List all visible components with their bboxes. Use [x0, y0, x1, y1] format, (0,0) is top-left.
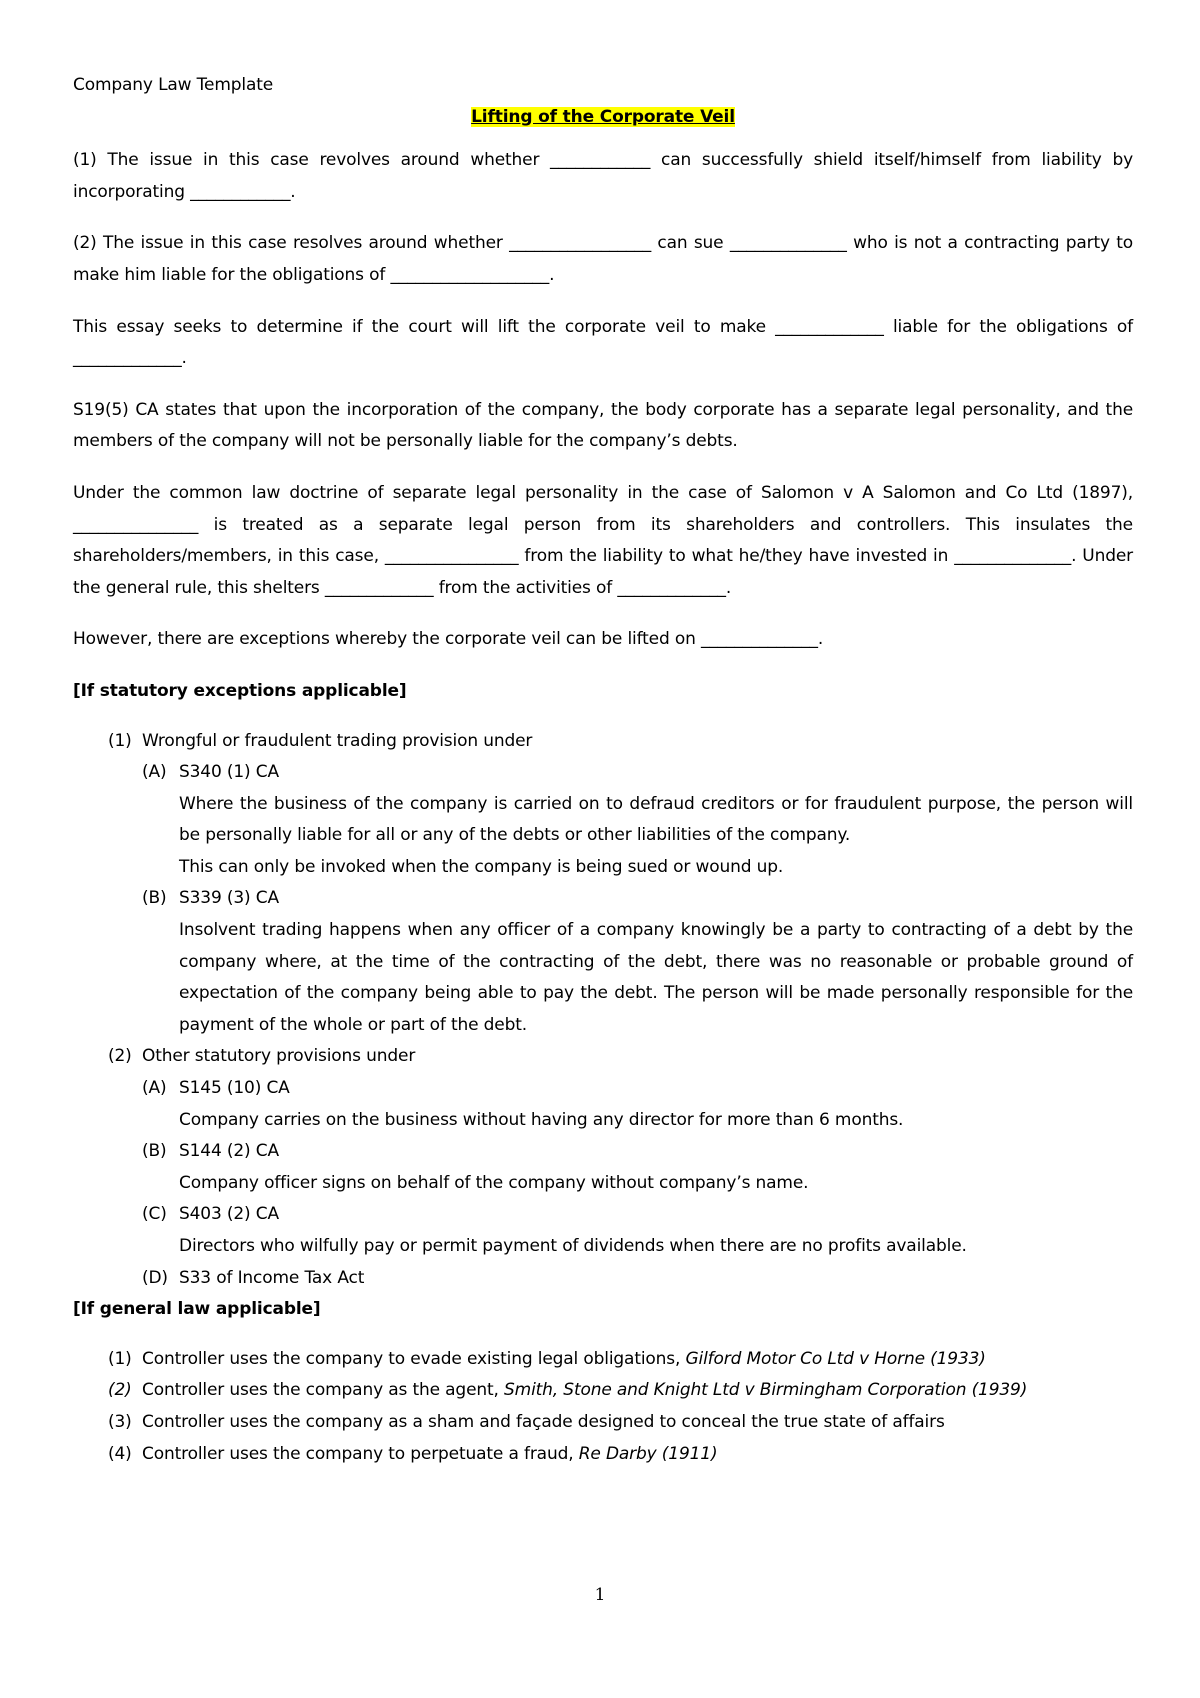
case-citation: Smith, Stone and Knight Ltd v Birmingham Corporation (1939) — [504, 1380, 1028, 1401]
case-citation: Gilford Motor Co Ltd v Horne (1933) — [685, 1348, 986, 1369]
essay-paragraph: This essay seeks to determine if the court will lift the corporate veil to make _____________ liable for the obligations of _____________. — [73, 316, 1133, 369]
exceptions-paragraph: However, there are exceptions whereby the corporate veil can be lifted on ______________. — [73, 629, 824, 650]
common-law-paragraph: Under the common law doctrine of separate legal personality in the case of Salomon v A Salomon and Co Ltd (1897), _______________ is treated as a separate legal person from its shareholders and controllers. This insulates the shareholders/members, in this case, ________________ from the liability to what he/they have invested in ______________. Under the general rule, this shelters _____________ from the activities of _____________. — [73, 482, 1133, 598]
sub-item-label: S339 (3) CA — [179, 888, 279, 909]
document-header: Company Law Template — [73, 75, 274, 95]
item-text: Controller uses the company as a sham and façade designed to conceal the true state of affairs — [142, 1411, 945, 1432]
sub-list — [142, 757, 1133, 1041]
statutory-item — [73, 1041, 1133, 1294]
case-citation: Re Darby (1911) — [578, 1443, 718, 1464]
sub-item — [142, 1136, 1133, 1199]
item-number: (2) — [108, 1046, 132, 1067]
sub-item — [142, 1263, 1133, 1295]
general-item — [73, 1407, 1133, 1439]
item-number: (2) — [108, 1380, 132, 1401]
item-label: Wrongful or fraudulent trading provision under — [142, 730, 533, 751]
sub-item-description: Directors who wilfully pay or permit payment of dividends when there are no profits available. — [179, 1236, 967, 1256]
statutory-heading: [If statutory exceptions applicable] — [73, 680, 407, 701]
item-text: Controller uses the company to perpetuate a fraud, — [142, 1443, 579, 1464]
sub-item-number: (A) — [142, 762, 167, 783]
sub-item-label: S340 (1) CA — [179, 762, 279, 783]
sub-item-description: Company carries on the business without having any director for more than 6 months. — [179, 1109, 904, 1130]
sub-item-number: (D) — [142, 1267, 168, 1288]
sub-item-label: S33 of Income Tax Act — [179, 1267, 365, 1288]
item-number: (1) — [108, 1348, 132, 1369]
sub-item-description: Where the business of the company is carried on to defraud creditors or for fraudulent purpose, the person will be personally liable for all or any of the debts or other liabilities of the company. — [179, 793, 1133, 846]
sub-item-description: This can only be invoked when the company is being sued or wound up. — [179, 856, 784, 877]
sub-item — [142, 1073, 1133, 1136]
sub-item-description: Company officer signs on behalf of the company without company’s name. — [179, 1172, 809, 1193]
statutory-list — [73, 726, 1133, 1295]
general-list — [73, 1344, 1133, 1470]
item-number: (1) — [108, 730, 132, 751]
sub-item-label: S145 (10) CA — [179, 1078, 290, 1099]
sub-item — [142, 883, 1133, 1041]
item-number: (4) — [108, 1443, 132, 1464]
issue-paragraph-2: (2) The issue in this case resolves around whether _________________ can sue ______________ who is not a contracting party to make him liable for the obligations of ___________________. — [73, 233, 1133, 285]
sub-item-number: (A) — [142, 1078, 167, 1099]
sub-item-label: S403 (2) CA — [179, 1204, 279, 1225]
item-label: Other statutory provisions under — [142, 1046, 416, 1067]
sub-item — [142, 757, 1133, 883]
sub-item-label: S144 (2) CA — [179, 1141, 279, 1162]
general-item — [73, 1375, 1133, 1407]
sub-item-description: Insolvent trading happens when any officer of a company knowingly be a party to contracting of a debt by the company where, at the time of the contracting of the debt, there was no reasonable or probable ground of expectation of the company being able to pay the debt. The person will be made personally responsible for the payment of the whole or part of the debt. — [179, 920, 1133, 1035]
document-body — [73, 70, 1133, 1470]
general-item — [73, 1439, 1133, 1471]
document-title: Lifting of the Corporate Veil — [471, 106, 735, 127]
item-text: Controller uses the company to evade existing legal obligations, — [142, 1348, 686, 1369]
sub-list — [142, 1073, 1133, 1294]
statutory-item — [73, 726, 1133, 1042]
sub-item-number: (B) — [142, 888, 167, 909]
sub-item-number: (C) — [142, 1204, 167, 1225]
general-item — [73, 1344, 1133, 1376]
general-heading: [If general law applicable] — [73, 1299, 321, 1320]
page-number: 1 — [594, 1585, 606, 1605]
item-text: Controller uses the company as the agent, — [142, 1380, 505, 1401]
sub-item — [142, 1199, 1133, 1262]
title-line — [73, 102, 1133, 134]
sub-item-number: (B) — [142, 1141, 167, 1162]
item-number: (3) — [108, 1411, 132, 1432]
s19-paragraph: S19(5) CA states that upon the incorporation of the company, the body corporate has a separate legal personality, and the members of the company will not be personally liable for the company’s debts. — [73, 399, 1133, 452]
issue-paragraph-1: (1) The issue in this case revolves around whether ____________ can successfully shield itself/himself from liability by incorporating ____________. — [73, 150, 1133, 202]
